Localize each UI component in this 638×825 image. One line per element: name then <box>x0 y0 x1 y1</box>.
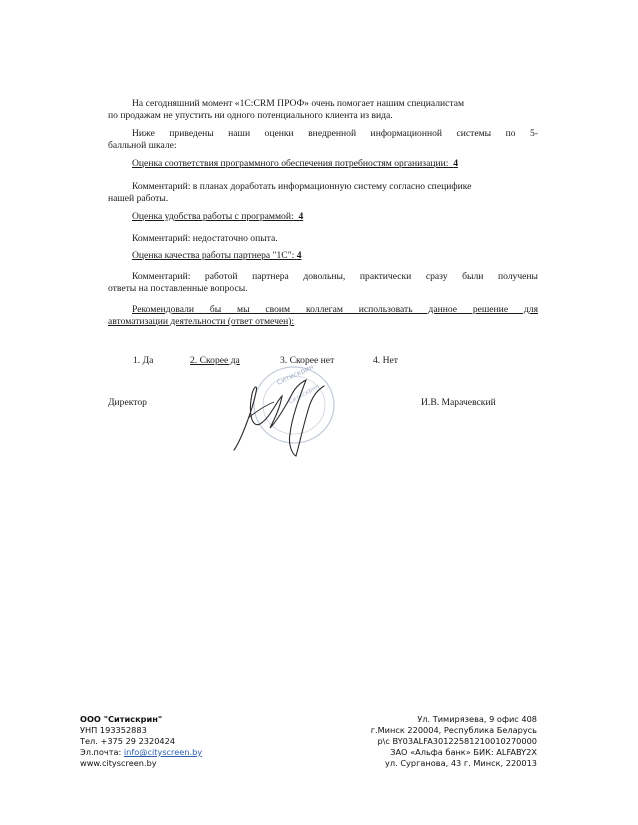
question-1-text: Оценка соответствия программного обеспечения потребностям организации: <box>132 158 449 169</box>
question-1 <box>108 158 538 170</box>
comment-1-line2: нашей работы. <box>108 193 169 204</box>
footer-website[interactable]: www.cityscreen.by <box>80 758 157 768</box>
footer-tel: Тел. +375 29 2320424 <box>80 736 176 746</box>
question-3-score: 4 <box>296 250 302 261</box>
comment-3-line2: ответы на поставленные вопросы. <box>108 283 248 294</box>
stamp-text-inner: Ситискрин <box>287 382 321 406</box>
footer-bank: ЗАО «Альфа банк» БИК: ALFABY2X <box>390 747 537 757</box>
question-2-text: Оценка удобства работы с программой: <box>132 211 294 222</box>
signer-name: И.В. Марачевский <box>421 397 496 408</box>
footer-addr2: г.Минск 220004, Республика Беларусь <box>370 725 537 735</box>
footer-unp: УНП 193352883 <box>80 725 147 735</box>
question-4-line2: автоматизации деятельности (ответ отмечен): <box>108 316 295 327</box>
question-2 <box>108 211 538 223</box>
comment-2: Комментарий: недостаточно опыта. <box>132 233 278 244</box>
option-rather-no: 3. Скорее нет <box>280 355 335 366</box>
footer-address-block <box>371 714 537 769</box>
footer-account: р\с BY03ALFA30122581210010270000 <box>377 736 537 746</box>
footer-email-label: Эл.почта: <box>80 747 124 757</box>
footer-company-block <box>80 714 202 769</box>
footer-company: ООО "Ситискрин" <box>80 714 163 724</box>
footer-email-link[interactable]: info@cityscreen.by <box>123 747 203 757</box>
question-3-text: Оценка качества работы партнера "1С": <box>132 250 295 261</box>
footer-addr1: Ул. Тимирязева, 9 офис 408 <box>417 714 537 724</box>
comment-1-line1: Комментарий: в планах доработать информационную систему согласно специфике <box>132 181 472 192</box>
question-1-score: 4 <box>453 158 459 169</box>
stamp-text: Ситискрин <box>275 362 315 387</box>
footer-email-row <box>80 747 202 758</box>
para1-line1: На сегодняшний момент «1С:CRM ПРОФ» очень помогает нашим специалистам <box>132 98 465 109</box>
option-no: 4. Нет <box>373 355 398 366</box>
question-4-line1: Рекомендовали бы мы своим коллегам использовать данное решение для <box>132 304 538 315</box>
footer-bank-addr: ул. Сурганова, 43 г. Минск, 220013 <box>385 758 537 768</box>
handwritten-signature <box>230 372 340 462</box>
para2-line2: балльной шкале: <box>108 140 177 151</box>
option-yes: 1. Да <box>133 355 154 366</box>
question-2-score: 4 <box>298 211 304 222</box>
question-3 <box>108 250 538 262</box>
option-rather-yes-selected: 2. Скорее да <box>190 355 240 366</box>
para1-line2: по продажам не упустить ни одного потенциального клиента из вида. <box>108 110 393 121</box>
comment-3-line1: Комментарий: работой партнера довольны, практически сразу были получены <box>132 271 538 282</box>
para2-line1: Ниже приведены наши оценки внедренной информационной системы по 5- <box>132 128 538 139</box>
position-title: Директор <box>108 397 147 408</box>
